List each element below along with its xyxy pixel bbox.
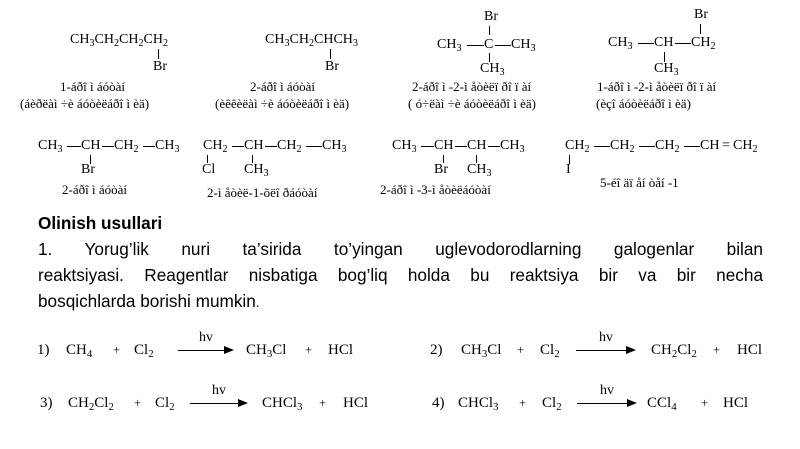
structure-5-name: 2-áðî ì áóòàí <box>62 182 127 197</box>
structure-6-atom: CH <box>244 138 264 153</box>
reaction-arrow <box>576 332 636 354</box>
bond-line <box>158 49 159 59</box>
reaction-1-reagent: $Cl_2$ <box>134 342 154 360</box>
plus-sign: + <box>113 343 121 357</box>
structure-3-right-group: $CH_3$ <box>511 37 536 54</box>
structure-8-group: $CH_2$ <box>733 138 758 155</box>
bond-line <box>306 146 322 147</box>
reaction-4-reactant: CHCl$_3$ <box>458 395 499 413</box>
paragraph <box>38 236 763 316</box>
reaction-1-number: 1) <box>37 342 50 358</box>
reaction-arrow <box>178 332 234 354</box>
structure-4-right-group: $CH_2$ <box>691 35 716 52</box>
reaction-3-reactant: $CH_2Cl_2$ <box>68 395 114 413</box>
structure-6-substituent: $CH_3$ <box>244 162 269 179</box>
plus-sign: + <box>701 396 709 410</box>
reaction-4-condition: hv <box>600 383 614 398</box>
structure-7-substituent: Br <box>434 162 448 177</box>
reaction-4-product: CCl$_4$ <box>647 395 677 413</box>
bond-line <box>675 43 691 44</box>
plus-sign: + <box>305 343 313 357</box>
reaction-2-condition: hv <box>599 330 613 345</box>
bond-line <box>684 146 700 147</box>
paragraph-line: reaktsiyasi. Reagentlar nisbatiga bog’liq holda bu reaktsiya bir va bir necha <box>38 265 763 285</box>
structure-2-formula: $CH_3CH_2CHCH_3$ <box>265 32 358 49</box>
structure-3-alt-name: ( ó÷ëàì ÷è áóòèëáðî ì èä) <box>408 96 536 111</box>
bond-line <box>67 146 81 147</box>
reaction-1-byproduct: HCl <box>328 342 354 358</box>
bond-line <box>700 24 701 34</box>
structure-6-group: $CH_2$ <box>277 138 302 155</box>
reaction-3-number: 3) <box>40 395 53 411</box>
reaction-4-byproduct: HCl <box>723 395 749 411</box>
structure-4-left-group: $CH_3$ <box>608 35 633 52</box>
plus-sign: + <box>713 343 721 357</box>
paragraph-line: 1. Yorug’lik nuri ta’sirida to’yingan uglevodorodlarning galogenlar bilan <box>38 239 763 259</box>
bond-line <box>489 26 490 35</box>
structure-1-formula: $CH_3CH_2CH_2CH_2$ <box>70 32 168 49</box>
structure-5-substituent: Br <box>81 162 95 177</box>
structure-7-atom: CH <box>434 138 454 153</box>
structure-4-alt-name: (èçî áóòèëáðî ì èä) <box>596 96 691 111</box>
reaction-2-reagent: $Cl_2$ <box>540 342 560 360</box>
plus-sign: + <box>517 343 525 357</box>
bond-line <box>421 146 434 147</box>
reaction-4-number: 4) <box>432 395 445 411</box>
bond-line <box>495 45 511 46</box>
structure-8-group: $CH_2$ <box>565 138 590 155</box>
reaction-3-condition: hv <box>212 383 226 398</box>
reaction-1-product: $CH_3Cl$ <box>246 342 287 360</box>
structure-4-name: 1-áðî ì -2-ì åòèëï ðî ï àí <box>597 79 717 94</box>
structure-8-atom: CH <box>700 138 720 153</box>
structure-1-substituent: Br <box>153 59 167 74</box>
double-bond: = <box>722 138 730 153</box>
bond-line <box>143 146 155 147</box>
structure-7-substituent: $CH_3$ <box>467 162 492 179</box>
structure-5-group: $CH_2$ <box>114 138 139 155</box>
plus-sign: + <box>319 396 327 410</box>
structure-7-group: $CH_3$ <box>392 138 417 155</box>
reaction-1-condition: hv <box>199 330 213 345</box>
structure-2-substituent: Br <box>325 59 339 74</box>
bond-line <box>330 49 331 59</box>
structure-6-group: $CH_3$ <box>322 138 347 155</box>
reaction-4-reagent: $Cl_2$ <box>542 395 562 413</box>
structure-5-group: $CH_3$ <box>155 138 180 155</box>
bond-line <box>232 146 244 147</box>
structure-5-atom: CH <box>81 138 101 153</box>
structure-8-name: 5-éî äï åí òåí -1 <box>600 175 679 190</box>
bond-line <box>594 146 610 147</box>
reaction-3-reagent: $Cl_2$ <box>155 395 175 413</box>
bond-line <box>639 146 655 147</box>
paragraph-period: . <box>255 295 260 310</box>
reaction-2-reactant: $CH_3Cl$ <box>461 342 502 360</box>
structure-2-alt-name: (èêêèëàì ÷è áóòèëáðî ì èä) <box>215 96 350 111</box>
reaction-arrow <box>577 385 637 407</box>
bond-line <box>488 146 500 147</box>
reaction-3-byproduct: HCl <box>343 395 369 411</box>
structure-1-name: 1-áðî ì áóòàí <box>60 79 125 94</box>
structure-3-name: 2-áðî ì -2-ì åòèëï ðî ï àí <box>412 79 532 94</box>
plus-sign: + <box>519 396 527 410</box>
structure-6-group: $CH_2$ <box>203 138 228 155</box>
structure-2-name: 2-áðî ì áóòàí <box>250 79 315 94</box>
structure-6-substituent: Cl <box>202 162 216 177</box>
structure-5-group: $CH_3$ <box>38 138 63 155</box>
section-title: Olinish usullari <box>38 213 163 233</box>
reaction-arrow <box>190 385 248 407</box>
structure-3-left-group: $CH_3$ <box>437 37 462 54</box>
bond-line <box>102 146 114 147</box>
reaction-1-reactant: $CH_4$ <box>66 342 93 360</box>
reaction-2-byproduct: HCl <box>737 342 763 358</box>
structure-7-name: 2-áðî ì -3-ì åòèëáóòàí <box>380 182 491 197</box>
structure-3-bottom-group: $CH_3$ <box>480 61 505 78</box>
plus-sign: + <box>134 396 142 410</box>
bond-line <box>638 43 654 44</box>
structure-6-name: 2-ì åòèë-1-õëî ðáóòàí <box>207 185 318 200</box>
structure-3-center-atom: C <box>484 37 494 52</box>
paragraph-line <box>38 288 763 316</box>
structure-4-bottom-group: $CH_3$ <box>654 61 679 78</box>
bond-line <box>467 45 484 46</box>
bond-line <box>265 146 277 147</box>
reaction-2-product: $CH_2Cl_2$ <box>651 342 697 360</box>
structure-8-group: $CH_2$ <box>655 138 680 155</box>
structure-1-alt-name: (áèðëàì ÷è áóòèëáðî ì èä) <box>20 96 150 111</box>
structure-7-atom: CH <box>467 138 487 153</box>
structure-4-center-atom: CH <box>654 35 674 50</box>
structure-7-group: $CH_3$ <box>500 138 525 155</box>
structure-3-top-substituent: Br <box>484 9 498 24</box>
structure-8-group: $CH_2$ <box>610 138 635 155</box>
structure-4-top-substituent: Br <box>694 7 708 22</box>
paragraph-line-text: bosqichlarda borishi mumkin <box>38 291 256 311</box>
reaction-3-product: CHCl$_3$ <box>262 395 303 413</box>
reaction-2-number: 2) <box>430 342 443 358</box>
bond-line <box>455 146 467 147</box>
structure-8-substituent: I <box>566 162 571 177</box>
